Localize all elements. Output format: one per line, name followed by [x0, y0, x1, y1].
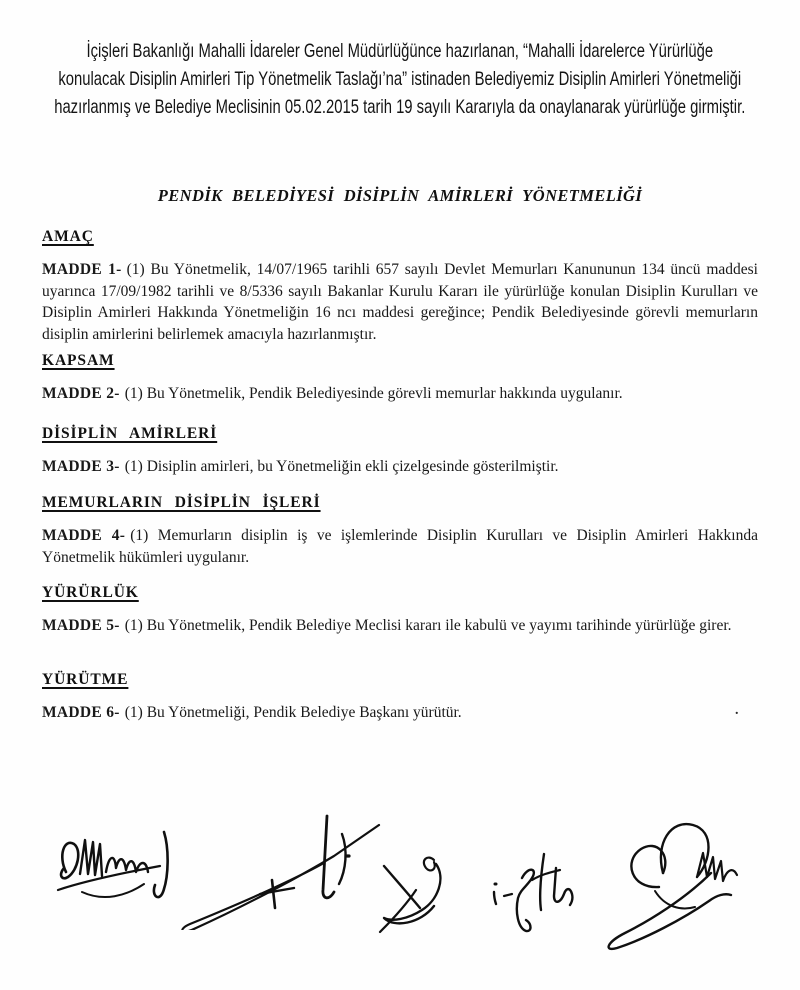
- article-text: (1) Bu Yönetmelik, Pendik Belediye Meclisi kararı ile kabulü ve yayımı tarihinde yürürlüğe girer.: [124, 617, 732, 634]
- signature-1: [52, 814, 192, 916]
- signature-2: [176, 812, 386, 930]
- section-memurlarin-disiplin-isleri: [42, 493, 758, 568]
- article-madde-1: [42, 259, 758, 345]
- article-madde-5: [42, 615, 758, 637]
- article-text: (1) Disiplin amirleri, bu Yönetmeliğin ekli çizelgesinde gösterilmiştir.: [124, 458, 559, 475]
- article-madde-4: [42, 525, 758, 568]
- section-heading-amac: AMAÇ: [42, 228, 94, 245]
- article-text: (1) Bu Yönetmelik, Pendik Belediyesinde görevli memurlar hakkında uygulanır.: [124, 385, 623, 402]
- intro-line: İçişleri Bakanlığı Mahalli İdareler Genel Müdürlüğünce hazırlanan, “Mahalli İdarelerce Yürürlüğe: [86, 40, 714, 62]
- stray-scan-dot: .: [735, 703, 739, 718]
- section-heading-kapsam: KAPSAM: [42, 352, 115, 369]
- section-heading-disiplin-amirleri: DİSİPLİN AMİRLERİ: [42, 425, 218, 442]
- article-text: (1) Bu Yönetmelik, 14/07/1965 tarihli 657 sayılı Devlet Memurları Kanununun 134 üncü maddesi uyarınca 17/09/1982 tarihli ve 8/5336 sayılı Bakanlar Kurulu Kararı ile yürürlüğe konulan Disiplin Kurulları ve Disiplin Amirleri Hakkında Yönetmeliğin 16 ncı maddesi gereğince; Pendik Belediyesinde görevli memurların disiplin amirlerini belirlemek amacıyla hazırlanmıştır.: [42, 261, 758, 343]
- article-madde-6: [42, 702, 758, 724]
- intro-line: hazırlanmış ve Belediye Meclisinin 05.02.2015 tarih 19 sayılı Kararıyla da onaylanarak yürürlüğe girmiştir.: [54, 96, 746, 118]
- article-text: (1) Bu Yönetmeliği, Pendik Belediye Başkanı yürütür.: [124, 704, 462, 721]
- article-label: MADDE 1-: [42, 261, 122, 278]
- article-text: (1) Memurların disiplin iş ve işlemlerinde Disiplin Kurulları ve Disiplin Amirleri Hakkında Yönetmelik hükümleri uygulanır.: [42, 527, 758, 566]
- article-label: MADDE 6-: [42, 704, 120, 721]
- section-amac: [42, 227, 758, 345]
- article-label: MADDE 4-: [42, 527, 126, 544]
- section-heading-memurlarin-disiplin-isleri: MEMURLARIN DİSİPLİN İŞLERİ: [42, 494, 321, 511]
- section-disiplin-amirleri: [42, 424, 758, 478]
- document-title: PENDİK BELEDİYESİ DİSİPLİN AMİRLERİ YÖNETMELİĞİ: [157, 186, 643, 205]
- section-yurutme: [42, 670, 758, 724]
- article-label: MADDE 2-: [42, 385, 120, 402]
- section-heading-yururluk: YÜRÜRLÜK: [42, 584, 139, 601]
- intro-paragraph: [0, 37, 800, 121]
- section-kapsam: [42, 351, 758, 405]
- article-madde-3: [42, 456, 758, 478]
- signature-5: [597, 815, 744, 958]
- intro-line: konulacak Disiplin Amirleri Tip Yönetmelik Taslağı’na” istinaden Belediyemiz Disiplin Amirleri Yönetmeliği: [58, 68, 742, 90]
- article-madde-2: [42, 383, 758, 405]
- section-heading-yurutme: YÜRÜTME: [42, 671, 129, 688]
- signature-4: [486, 844, 580, 942]
- article-label: MADDE 3-: [42, 458, 120, 475]
- article-label: MADDE 5-: [42, 617, 120, 634]
- signature-3: [376, 852, 454, 936]
- section-yururluk: [42, 583, 758, 637]
